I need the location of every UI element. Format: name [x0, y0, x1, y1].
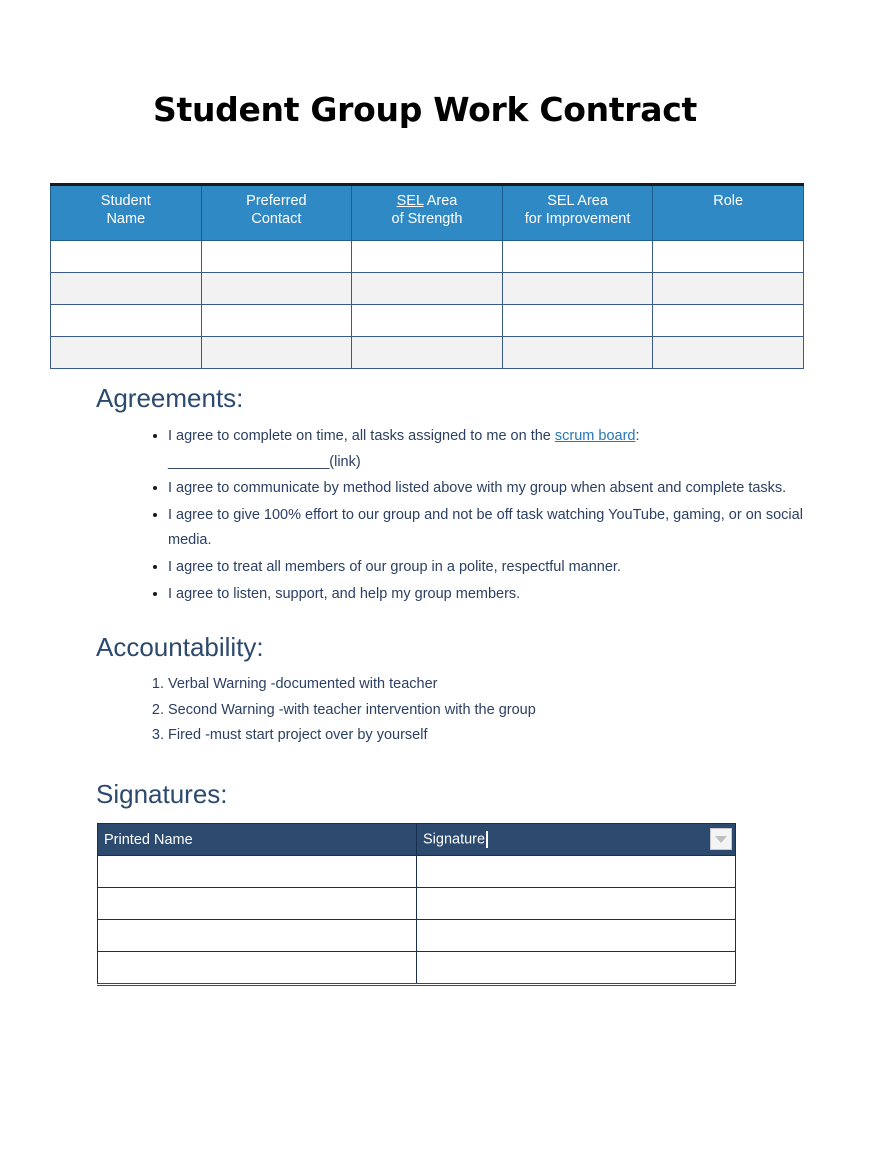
table-cell[interactable]	[201, 273, 352, 305]
header-sel-strength: SEL Area of Strength	[352, 185, 503, 241]
list-item: • I agree to treat all members of our group in a polite, respectful manner.	[168, 554, 808, 581]
signature-cell[interactable]	[417, 856, 736, 888]
table-row	[51, 241, 804, 273]
table-row	[51, 337, 804, 369]
link-blank-line: ____________________(link)	[168, 453, 361, 470]
header-signature[interactable]: Signature	[417, 824, 736, 856]
table-row	[98, 920, 736, 952]
table-row	[98, 952, 736, 985]
header-student-name: Student Name	[51, 185, 202, 241]
table-cell[interactable]	[51, 337, 202, 369]
document-title: Student Group Work Contract	[153, 90, 697, 129]
signatures-heading: Signatures:	[96, 779, 228, 809]
table-row	[51, 273, 804, 305]
table-cell[interactable]	[352, 273, 503, 305]
printed-name-cell[interactable]	[98, 856, 417, 888]
table-cell[interactable]	[201, 241, 352, 273]
table-cell[interactable]	[51, 305, 202, 337]
header-preferred-contact: Preferred Contact	[201, 185, 352, 241]
table-cell[interactable]	[653, 305, 804, 337]
header-printed-name: Printed Name	[98, 824, 417, 856]
list-item: • I agree to communicate by method listed above with my group when absent and complete tasks.	[168, 475, 808, 502]
signature-cell[interactable]	[417, 888, 736, 920]
table-cell[interactable]	[653, 273, 804, 305]
table-cell[interactable]	[51, 241, 202, 273]
list-item: • I agree to give 100% effort to our group and not be off task watching YouTube, gaming, or on social media.	[168, 502, 808, 554]
table-row	[98, 856, 736, 888]
table-cell[interactable]	[502, 241, 653, 273]
list-item: • I agree to complete on time, all tasks assigned to me on the scrum board: ____________________(link)	[168, 423, 808, 475]
text-cursor	[486, 831, 488, 848]
table-cell[interactable]	[352, 337, 503, 369]
chevron-down-icon[interactable]	[710, 828, 732, 850]
agreements-heading: Agreements:	[96, 383, 244, 413]
accountability-heading: Accountability:	[96, 632, 264, 662]
header-sel-improvement: SEL Area for Improvement	[502, 185, 653, 241]
printed-name-cell[interactable]	[98, 952, 417, 985]
header-role: Role	[653, 185, 804, 241]
table-cell[interactable]	[653, 337, 804, 369]
table-cell[interactable]	[653, 241, 804, 273]
table-cell[interactable]	[502, 337, 653, 369]
table-cell[interactable]	[502, 305, 653, 337]
table-row	[98, 888, 736, 920]
table-row	[51, 305, 804, 337]
members-header-row	[51, 185, 804, 241]
table-cell[interactable]	[201, 337, 352, 369]
list-item: 3. Fired -must start project over by yourself	[168, 723, 808, 749]
printed-name-cell[interactable]	[98, 888, 417, 920]
accountability-list	[140, 672, 808, 749]
table-cell[interactable]	[502, 273, 653, 305]
signatures-header-row	[98, 824, 736, 856]
printed-name-cell[interactable]	[98, 920, 417, 952]
signatures-table	[97, 823, 736, 986]
signature-cell[interactable]	[417, 952, 736, 985]
list-item: 2. Second Warning -with teacher intervention with the group	[168, 698, 808, 724]
table-cell[interactable]	[352, 241, 503, 273]
list-item: 1. Verbal Warning -documented with teacher	[168, 672, 808, 698]
table-cell[interactable]	[201, 305, 352, 337]
signature-cell[interactable]	[417, 920, 736, 952]
table-cell[interactable]	[51, 273, 202, 305]
agreements-list	[140, 423, 808, 607]
group-members-table	[50, 183, 804, 369]
scrum-board-link[interactable]: scrum board	[554, 428, 636, 444]
list-item: • I agree to listen, support, and help my group members.	[168, 581, 808, 608]
table-cell[interactable]	[352, 305, 503, 337]
